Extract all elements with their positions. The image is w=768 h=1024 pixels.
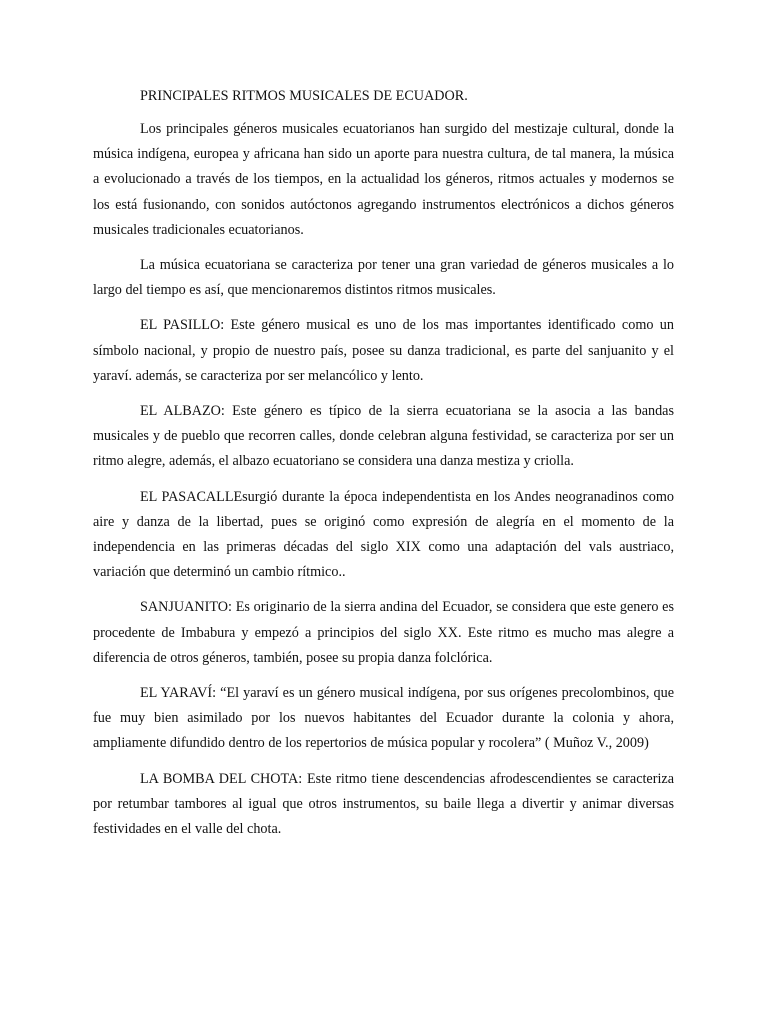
paragraph-yaravi: EL YARAVÍ: “El yaraví es un género musical indígena, por sus orígenes precolombinos, que fue muy bien asimilado por los nuevos habitantes del Ecuador durante la colonia y ahora, ampliamente difundido dentro de los repertorios de música popular y rocolera” ( Muñoz V., 2009) [93, 685, 674, 752]
paragraph-sanjuanito: SANJUANITO: Es originario de la sierra andina del Ecuador, se considera que este genero es procedente de Imbabura y empezó a principios del siglo XX. Este ritmo es mucho mas alegre a diferencia de otros géneros, también, posee su propia danza folclórica. [93, 599, 674, 666]
paragraph-variety: La música ecuatoriana se caracteriza por tener una gran variedad de géneros musicales a lo largo del tiempo es así, que mencionaremos distintos ritmos musicales. [93, 257, 674, 299]
document-title: PRINCIPALES RITMOS MUSICALES DE ECUADOR. [140, 88, 468, 104]
paragraph-pasillo: EL PASILLO: Este género musical es uno de los mas importantes identificado como un símbolo nacional, y propio de nuestro país, posee su danza tradicional, es parte del sanjuanito y el yaraví. además, se caracteriza por ser melancólico y lento. [93, 317, 674, 384]
paragraph-intro: Los principales géneros musicales ecuatorianos han surgido del mestizaje cultural, donde la música indígena, europea y africana han sido un aporte para nuestra cultura, de tal manera, la música a evolucionado a través de los tiempos, en la actualidad los géneros, ritmos actuales y modernos se los está fusionando, con sonidos autóctonos agregando instrumentos electrónicos a dichos géneros musicales tradicionales ecuatorianos. [93, 121, 674, 238]
paragraph-bomba-del-chota: LA BOMBA DEL CHOTA: Este ritmo tiene descendencias afrodescendientes se caracteriza por retumbar tambores al igual que otros instrumentos, su baile llega a divertir y animar diversas festividades en el valle del chota. [93, 770, 674, 838]
paragraph-albazo: EL ALBAZO: Este género es típico de la sierra ecuatoriana se la asocia a las bandas musicales y de pueblo que recorren calles, donde celebran alguna festividad, se caracteriza por ser un ritmo alegre, además, el albazo ecuatoriano se considera una danza mestiza y criolla. [93, 403, 674, 470]
document-page [93, 86, 674, 852]
paragraph-pasacalle: EL PASACALLEsurgió durante la época independentista en los Andes neogranadinos como aire y danza de la libertad, pues se originó como expresión de alegría en el momento de la independencia en las primeras décadas del siglo XIX como una adaptación del vals austriaco, variación que determinó un cambio rítmico.. [93, 488, 674, 581]
